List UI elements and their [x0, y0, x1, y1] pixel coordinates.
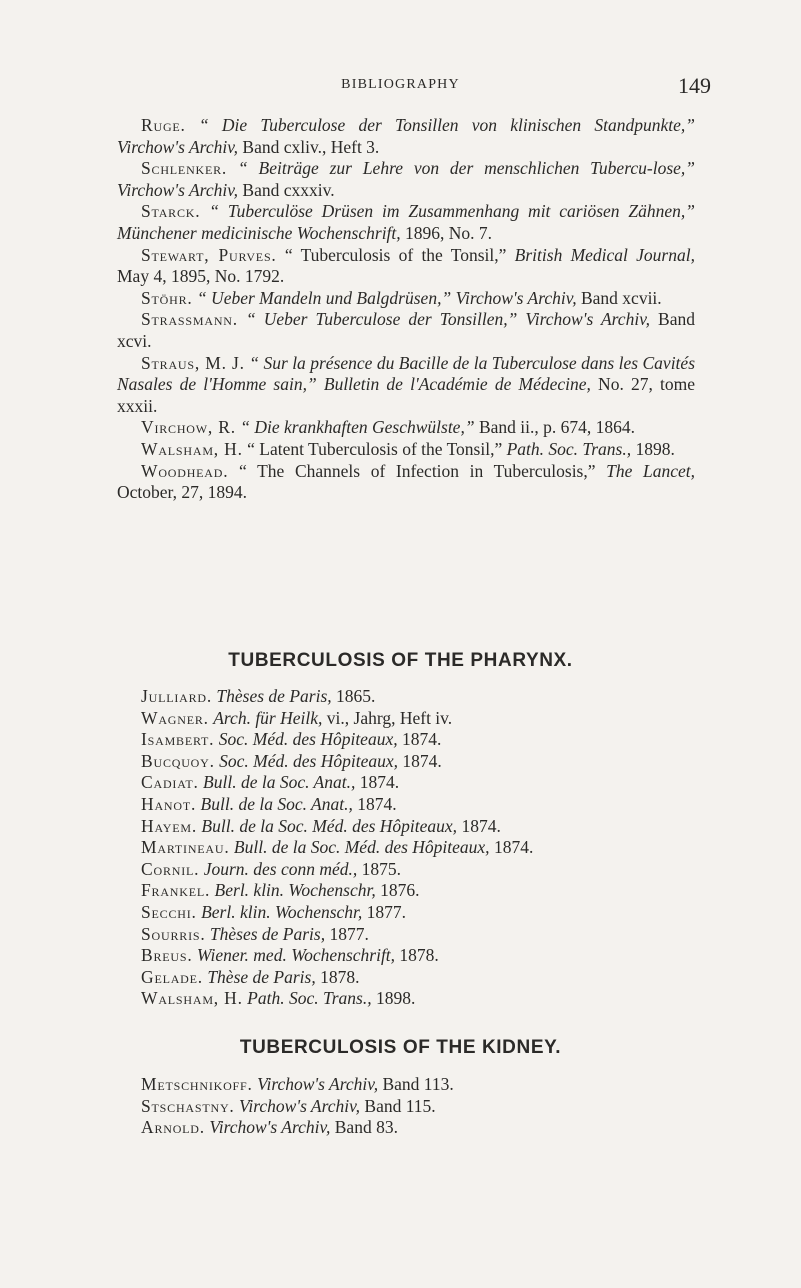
bibliography-entry: Martineau. Bull. de la Soc. Méd. des Hôpiteaux, 1874.: [141, 837, 534, 858]
bibliography-entry: Woodhead. “ The Channels of Infection in Tuberculosis,” The Lancet, October, 27, 1894.: [117, 460, 696, 503]
bibliography-entry: Walsham, H. Path. Soc. Trans., 1898.: [141, 988, 416, 1009]
bibliography-entry: Walsham, H. “ Latent Tuberculosis of the Tonsil,” Path. Soc. Trans., 1898.: [141, 438, 675, 459]
bibliography-entry: Sourris. Thèses de Paris, 1877.: [141, 923, 369, 944]
bibliography-entry: Isambert. Soc. Méd. des Hôpiteaux, 1874.: [141, 729, 442, 750]
bibliography-entry: Metschnikoff. Virchow's Archiv, Band 113.: [141, 1074, 454, 1094]
bibliography-entry: Frankel. Berl. klin. Wochenschr, 1876.: [141, 880, 420, 901]
running-head-title: BIBLIOGRAPHY: [341, 77, 460, 92]
bibliography-entry: Breus. Wiener. med. Wochenschrift, 1878.: [141, 945, 439, 966]
bibliography-entry: Starck. “ Tuberculöse Drüsen im Zusammenhang mit cariösen Zähnen,” Münchener medicinische Wochenschrift, 1896, No. 7.: [117, 201, 696, 243]
bibliography-entry: Gelade. Thèse de Paris, 1878.: [141, 966, 360, 987]
bibliography-entry: Hanot. Bull. de la Soc. Anat., 1874.: [141, 793, 397, 814]
bibliography-entry: Hayem. Bull. de la Soc. Méd. des Hôpiteaux, 1874.: [141, 815, 501, 836]
bibliography-entry: Wagner. Arch. für Heilk, vi., Jahrg, Heft iv.: [141, 707, 453, 728]
bibliography-entry: Secchi. Berl. klin. Wochenschr, 1877.: [141, 901, 407, 922]
page-number: 149: [678, 73, 711, 98]
bibliography-entry: Virchow, R. “ Die krankhaften Geschwülste,” Band ii., p. 674, 1864.: [141, 417, 635, 438]
bibliography-entry: Julliard. Thèses de Paris, 1865.: [141, 686, 376, 706]
bibliography-pharynx-list: [117, 686, 695, 1010]
bibliography-entry: Schlenker. “ Beiträge zur Lehre von der menschlichen Tubercu-lose,” Virchow's Archiv, Band cxxxiv.: [117, 158, 696, 200]
running-head: [0, 74, 801, 98]
bibliography-kidney-list: [117, 1074, 695, 1139]
bibliography-entry: Cadiat. Bull. de la Soc. Anat., 1874.: [141, 772, 400, 793]
section-heading-kidney: TUBERCULOSIS OF THE KIDNEY.: [239, 1037, 562, 1058]
bibliography-entry: Arnold. Virchow's Archiv, Band 83.: [141, 1117, 398, 1138]
section-heading-pharynx: TUBERCULOSIS OF THE PHARYNX.: [228, 650, 573, 671]
bibliography-entry: Strassmann. “ Ueber Tuberculose der Tonsillen,” Virchow's Archiv, Band xcvi.: [117, 309, 695, 351]
bibliography-entry: Stöhr. “ Ueber Mandeln und Balgdrüsen,” Virchow's Archiv, Band xcvii.: [141, 287, 662, 308]
bibliography-entry: Bucquoy. Soc. Méd. des Hôpiteaux, 1874.: [141, 750, 442, 771]
bibliography-tonsil-list: [117, 115, 695, 504]
bibliography-entry: Stschastny. Virchow's Archiv, Band 115.: [141, 1095, 436, 1116]
bibliography-entry: Ruge. “ Die Tuberculose der Tonsillen von klinischen Standpunkte,” Virchow's Archiv, Band cxliv., Heft 3.: [117, 115, 696, 157]
bibliography-entry: Straus, M. J. “ Sur la présence du Bacille de la Tuberculose dans les Cavités Nasales de l'Homme sain,” Bulletin de l'Académie de Médecine, No. 27, tome xxxii.: [117, 352, 695, 416]
bibliography-entry: Cornil. Journ. des conn méd., 1875.: [141, 858, 402, 879]
bibliography-entry: Stewart, Purves. “ Tuberculosis of the Tonsil,” British Medical Journal, May 4, 1895, No. 1792.: [117, 244, 695, 287]
